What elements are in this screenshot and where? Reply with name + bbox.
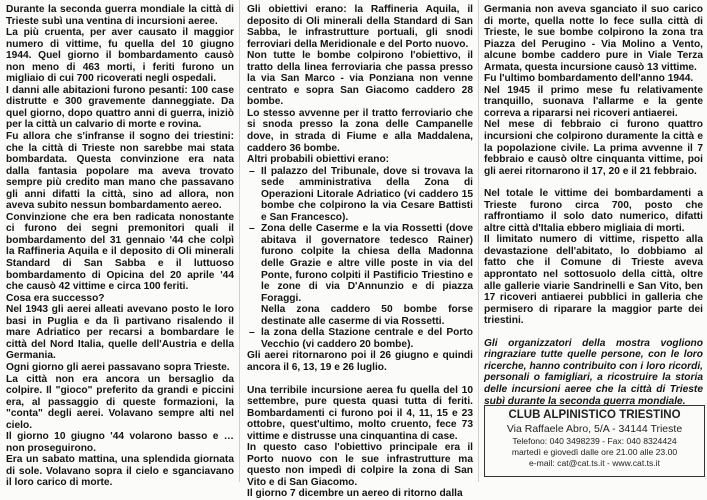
paragraph: Altri probabili obiettivi erano:: [247, 154, 390, 166]
paragraph: Convinzione che era ben radicata nonostante ci furono dei segni premonitori quali il bombardamento del 31 gennaio '44 che colpì la Raffineria Aquila e il deposito di Oli minerali Standard di San Sabba e il luttuoso bombardamento di Opicina del 20 aprile '44 che causò 42 vittime e circa 100 feriti.: [6, 211, 234, 293]
paragraph: In questo caso l'obiettivo principale era il Porto nuovo con le sue infrastrutture ma questo non impedì di colpire la zona di San Vito e di San Giacomo.: [247, 442, 473, 488]
paragraph: La città non era ancora un bersaglio da colpire. Il "gioco" preferito da grandi e piccini era, al passaggio di queste formazioni, la "conta" degli aerei. Volavano sempre alti nel cielo.: [6, 373, 234, 431]
paragraph: La più cruenta, per aver causato il maggior numero di vittime, fu quella del 10 giugno 1944. Quel giorno il bombardamento causò non meno di 463 morti, i feriti furono un migliaio di cui 700 ricoverati negli ospedali.: [6, 27, 234, 85]
paragraph: Una terribile incursione aerea fu quella del 10 settembre, pure questa quasi tutta di feriti. Bombardamenti ci furono poi il 4, 11, 15 e 23 ottobre, quest'ultimo, molto cruento, fece 73 vittime e distrusse una cinquantina di case.: [247, 384, 473, 442]
club-address: Via Raffaele Abro, 5/A - 34144 Trieste: [506, 423, 683, 435]
text-column-1: [6, 4, 234, 489]
paragraph: Il limitato numero di vittime, rispetto alla devastazione dell'abitato, lo dobbiamo al fatto che il Comune di Trieste aveva approntato nel sottosuolo della città, oltre alle gallerie viarie Sandrinelli e San Vito, ben 17 ricoveri antiaerei pubblici in galleria che permisero di riparare la maggior parte dei triestini.: [484, 234, 703, 327]
text-column-3: [484, 4, 703, 407]
objectives-list: [247, 166, 473, 305]
text-column-2: [247, 4, 473, 500]
paragraph: Ogni giorno gli aerei passavano sopra Trieste.: [6, 361, 230, 373]
paragraph: Gli aerei ritornarono poi il 26 giugno e quindi ancora il 6, 13, 19 e 26 luglio.: [247, 350, 473, 373]
paragraph: Il giorno 10 giugno '44 volarono basso e … non proseguirono.: [6, 431, 234, 454]
paragraph: Nel 1943 gli aerei alleati avevano posto le loro basi in Puglia e da lì partivano risalendo il mare Adriatico per recarsi a bombardare le città del Nord Italia, quelle dell'Austria e della Germania.: [6, 304, 234, 362]
paragraph: Fu l'ultimo bombardamento dell'anno 1944.: [484, 73, 694, 85]
paragraph: Non tutte le bombe colpirono l'obiettivo, il tratto della linea ferroviaria che passa presso la via San Marco - via Ponziana non venne centrato e sopra San Giacomo caddero 28 bombe.: [247, 50, 473, 108]
paragraph: Fu allora che s'infranse il sogno dei triestini: che la città di Trieste non sarebbe mai stata bombardata. Questa convinzione era nata dalla fantasia popolare ma aveva trovato sempre più credito man mano che passavano gli anni difatti la città, sino ad allora, non aveva subito nessun bombardamento aereo.: [6, 131, 234, 212]
closing-acknowledgement: Gli organizzatori della mostra vogliono ringraziare tutte quelle persone, con le loro ricerche, hanno contribuito con i loro ricordi, personali o famigliari, a ricostruire la storia delle incursioni aeree che la città di Trieste subì durante la seconda guerra mondiale.: [484, 337, 703, 407]
paragraph: Gli obiettivi erano: la Raffineria Aquila, il deposito di Oli minerali della Standard di San Sabba, le infrastrutture portuali, gli snodi ferroviari della Meridionale e del Porto nuovo.: [247, 4, 473, 50]
paragraph: Il giorno 7 dicembre un aereo di ritorno dalla: [247, 488, 463, 500]
club-hours: martedì e giovedì dalle ore 21.00 alle 23.00: [511, 447, 678, 457]
paragraph: Lo stesso avvenne per il tratto ferroviario che si snoda presso la zona delle Campanelle dove, in strada di Fiume e alla Maddalena, caddero 36 bombe.: [247, 107, 473, 154]
list-item: – Il palazzo del Tribunale, dove si trovava la sede amministrativa della Zona di Operazioni Litorale Adriatico (vi caddero 15 bombe che colpirono la via Cesare Battisti e San Francesco).: [247, 166, 473, 224]
list-item: – Zona delle Caserme e la via Rossetti (dove abitava il governatore tedesco Rainer) furono colpite la chiesa della Madonna delle Grazie e altre ville poste in via del Ponte, furono colpiti il Pastificio Triestino e le zone di via D'Annunzio e di piazza Foraggi.: [247, 223, 473, 304]
paragraph: Nel mese di febbraio ci furono quattro incursioni che colpirono duramente la città e la popolazione civile. La prima avvenne il 7 febbraio e causò oltre cinquanta vittime, poi gli aerei ritornarono il 17, 20 e il 21 febbraio.: [484, 119, 703, 177]
paragraph: Nel 1945 il primo mese fu relativamente tranquillo, suonava l'allarme e la gente correva a ripararsi nei ricoveri antiaerei.: [484, 84, 703, 119]
club-email[interactable]: e-mail: cat@cat.ts.it - www.cat.ts.it: [529, 458, 660, 468]
paragraph: Germania non aveva sganciato il suo carico di morte, quella notte lo fece sulla città di Trieste, le sue bombe colpirono la zona tra Piazza del Perugino - Via Molino a Vento, alcune bombe caddero pure in Viale Terza Armata, questa incursione causò 13 vittime.: [484, 4, 703, 73]
objectives-list-continued: [247, 327, 473, 350]
paragraph: I danni alle abitazioni furono pesanti: 100 case distrutte e 300 gravemente danneggiate. Da quel giorno, dopo quattro anni di guerra, iniziò per la città un calvario di morte e rovina.: [6, 84, 234, 131]
list-note: Nella zona caddero 50 bombe forse destinate alle caserme di via Rossetti.: [261, 304, 473, 327]
club-info-box: [484, 405, 705, 477]
paragraph: Era un sabato mattina, una splendida giornata di sole. Volavano sopra il cielo e sganciavano il loro carico di morte.: [6, 454, 234, 489]
fold-line-right: [478, 0, 479, 482]
paragraph: Cosa era successo?: [6, 292, 105, 304]
paragraph: Nel totale le vittime dei bombardamenti a Trieste furono circa 700, posto che raffrontiamo il solo dato numerico, difatti altre città d'Italia ebbero migliaia di morti.: [484, 188, 703, 234]
club-name: CLUB ALPINISTICO TRIESTINO: [508, 409, 681, 421]
fold-line-left: [239, 0, 240, 482]
club-phones: Telefono: 040 3498239 - Fax: 040 8324424: [512, 436, 677, 446]
paragraph: Durante la seconda guerra mondiale la città di Trieste subì una ventina di incursioni aeree.: [6, 4, 234, 27]
list-item: – la zona della Stazione centrale e del Porto Vecchio (vi caddero 20 bombe).: [247, 327, 473, 350]
